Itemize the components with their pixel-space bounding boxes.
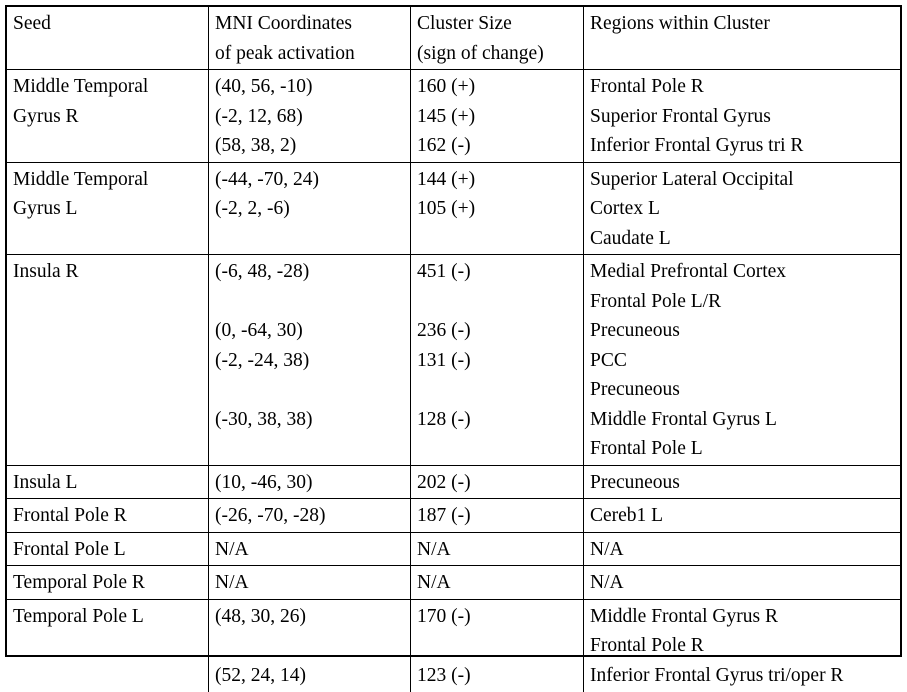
cell-line: Gyrus L [13, 194, 77, 224]
cell-regions [584, 70, 900, 162]
cell-line: (58, 38, 2) [215, 131, 296, 161]
cell-line: (40, 56, -10) [215, 72, 312, 102]
cell-regions [584, 255, 900, 465]
cell-line: Insula L [13, 468, 77, 498]
cell-line: (-2, 12, 68) [215, 102, 303, 132]
cell-line: 145 (+) [417, 102, 475, 132]
cell-regions [584, 533, 900, 566]
cell-line: N/A [215, 568, 249, 598]
cell-line: Inferior Frontal Gyrus tri/oper R [590, 661, 843, 691]
cell-coords [209, 499, 411, 532]
cell-seed [7, 566, 209, 599]
cell-line: 451 (-) [417, 257, 471, 287]
header-cell-seed [7, 7, 209, 69]
cell-line: Frontal Pole L/R [590, 287, 721, 317]
cell-size [411, 566, 584, 599]
cell-line: 144 (+) [417, 165, 475, 195]
table-row [7, 466, 900, 500]
cell-line: (-6, 48, -28) [215, 257, 309, 287]
cell-line: N/A [417, 568, 451, 598]
cell-size [411, 499, 584, 532]
cell-line: Frontal Pole L [13, 535, 126, 565]
cell-regions [584, 566, 900, 599]
cell-line: N/A [590, 568, 624, 598]
cell-coords [209, 255, 411, 465]
cell-line: Frontal Pole R [590, 631, 704, 661]
cell-line: N/A [215, 535, 249, 565]
cell-line: Precuneous [590, 468, 680, 498]
cell-coords [209, 163, 411, 255]
cell-line: Frontal Pole L [590, 434, 703, 464]
results-table [5, 5, 902, 657]
cell-line: of peak activation [215, 39, 355, 69]
cell-line: Insula R [13, 257, 79, 287]
cell-size [411, 533, 584, 566]
cell-regions [584, 466, 900, 499]
cell-line: 128 (-) [417, 405, 471, 435]
cell-line: Superior Frontal Gyrus [590, 102, 771, 132]
cell-line: 123 (-) [417, 661, 471, 691]
cell-seed [7, 600, 209, 692]
cell-size [411, 600, 584, 692]
cell-line: 187 (-) [417, 501, 471, 531]
cell-line: (10, -46, 30) [215, 468, 312, 498]
cell-line: 170 (-) [417, 602, 471, 632]
cell-line: Cereb1 L [590, 501, 663, 531]
cell-line: Medial Prefrontal Cortex [590, 257, 786, 287]
cell-seed [7, 533, 209, 566]
cell-seed [7, 255, 209, 465]
cell-line: Middle Temporal [13, 165, 148, 195]
cell-line: 105 (+) [417, 194, 475, 224]
cell-line: (0, -64, 30) [215, 316, 303, 346]
cell-line: Cluster Size [417, 9, 512, 39]
cell-line: (-2, 2, -6) [215, 194, 290, 224]
table-row [7, 163, 900, 256]
cell-line: 236 (-) [417, 316, 471, 346]
cell-line: Frontal Pole R [590, 72, 704, 102]
header-cell-regions [584, 7, 900, 69]
table-row [7, 566, 900, 600]
cell-line: Middle Frontal Gyrus L [590, 405, 777, 435]
cell-line: (52, 24, 14) [215, 661, 306, 691]
cell-line: 162 (-) [417, 131, 471, 161]
cell-line: 202 (-) [417, 468, 471, 498]
cell-line: Precuneous [590, 375, 680, 405]
cell-line: Seed [13, 9, 51, 39]
cell-coords [209, 70, 411, 162]
table-row [7, 533, 900, 567]
cell-coords [209, 466, 411, 499]
cell-line: Middle Temporal [13, 72, 148, 102]
cell-seed [7, 163, 209, 255]
header-cell-size [411, 7, 584, 69]
cell-size [411, 255, 584, 465]
cell-line: (-30, 38, 38) [215, 405, 312, 435]
cell-seed [7, 70, 209, 162]
cell-line: N/A [417, 535, 451, 565]
cell-line: Caudate L [590, 224, 671, 254]
cell-coords [209, 533, 411, 566]
cell-regions [584, 163, 900, 255]
cell-line: (-26, -70, -28) [215, 501, 325, 531]
cell-line: (48, 30, 26) [215, 602, 306, 632]
cell-line: Inferior Frontal Gyrus tri R [590, 131, 803, 161]
cell-size [411, 466, 584, 499]
cell-line: Middle Frontal Gyrus R [590, 602, 778, 632]
cell-seed [7, 466, 209, 499]
table-row [7, 600, 900, 692]
cell-line: (-2, -24, 38) [215, 346, 309, 376]
cell-line: Temporal Pole L [13, 602, 144, 632]
cell-regions [584, 600, 900, 692]
cell-line: 160 (+) [417, 72, 475, 102]
cell-line: PCC [590, 346, 627, 376]
table-row [7, 70, 900, 163]
table-row [7, 499, 900, 533]
header-cell-coords [209, 7, 411, 69]
cell-regions [584, 499, 900, 532]
cell-coords [209, 600, 411, 692]
cell-line: Gyrus R [13, 102, 79, 132]
cell-line: 131 (-) [417, 346, 471, 376]
cell-seed [7, 499, 209, 532]
cell-coords [209, 566, 411, 599]
cell-size [411, 163, 584, 255]
table-header-row [7, 7, 900, 70]
cell-line: N/A [590, 535, 624, 565]
cell-line: Regions within Cluster [590, 9, 770, 39]
cell-line: (-44, -70, 24) [215, 165, 319, 195]
cell-size [411, 70, 584, 162]
table-row [7, 255, 900, 466]
cell-line: MNI Coordinates [215, 9, 352, 39]
cell-line: Precuneous [590, 316, 680, 346]
cell-line: Frontal Pole R [13, 501, 127, 531]
cell-line: Temporal Pole R [13, 568, 145, 598]
cell-line: Superior Lateral Occipital [590, 165, 794, 195]
cell-line: Cortex L [590, 194, 660, 224]
cell-line: (sign of change) [417, 39, 544, 69]
